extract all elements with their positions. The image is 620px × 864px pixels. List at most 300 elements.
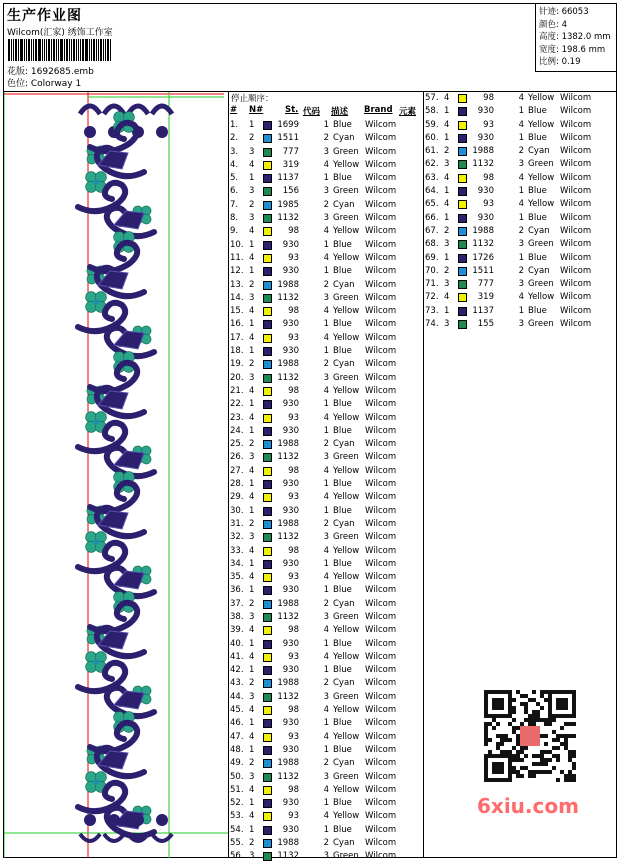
color-code: 1	[323, 744, 329, 755]
color-description: Green	[333, 292, 359, 303]
needle-number: 2	[249, 279, 255, 290]
thread-brand: Wilcom	[365, 492, 397, 503]
needle-number: 4	[249, 159, 255, 170]
needle-number: 4	[249, 545, 255, 556]
color-description: Blue	[528, 252, 547, 263]
stop-number: 1.	[230, 120, 239, 130]
stitch-count-cell: 93	[288, 572, 299, 583]
color-description: Blue	[333, 558, 352, 569]
needle-number: 3	[249, 186, 255, 197]
color-swatch	[263, 812, 272, 821]
table-row	[229, 305, 424, 318]
needle-number: 3	[444, 319, 450, 330]
stop-number: 64.	[425, 186, 439, 197]
thread-brand: Wilcom	[365, 306, 397, 317]
color-description: Green	[333, 372, 359, 383]
stop-number: 8.	[230, 213, 239, 224]
stitch-count-cell: 93	[288, 252, 299, 263]
stitch-count-cell: 98	[288, 705, 299, 716]
table-row	[424, 318, 619, 331]
stop-number: 62.	[425, 159, 439, 170]
stitch-count-cell: 98	[483, 93, 494, 103]
stitch-count-cell: 930	[282, 319, 299, 330]
color-swatch	[263, 440, 272, 449]
thread-brand: Wilcom	[365, 651, 397, 662]
thread-brand: Wilcom	[365, 465, 397, 476]
color-code: 4	[323, 412, 329, 423]
table-row	[229, 624, 424, 637]
table-row	[229, 810, 424, 823]
color-code: 1	[323, 266, 329, 277]
color-code: 1	[323, 346, 329, 357]
stop-number: 35.	[230, 572, 244, 583]
needle-number: 1	[249, 173, 255, 184]
color-swatch	[263, 467, 272, 476]
needle-number: 1	[249, 798, 255, 809]
color-swatch	[263, 227, 272, 236]
table-row	[229, 265, 424, 278]
thread-brand: Wilcom	[365, 532, 397, 543]
color-code: 3	[323, 691, 329, 702]
stitch-count: 针迹: 66053	[539, 7, 589, 17]
stop-number: 67.	[425, 225, 439, 236]
color-swatch	[263, 507, 272, 516]
color-swatch	[263, 679, 272, 688]
stitch-count-cell: 1132	[277, 213, 299, 224]
table-row	[229, 385, 424, 398]
color-code: 1	[518, 252, 524, 263]
needle-number: 3	[249, 292, 255, 303]
stitch-count-cell: 1726	[472, 252, 494, 263]
color-code: 2	[323, 439, 329, 450]
header-needle: N#	[249, 105, 264, 115]
stop-number: 52.	[230, 798, 244, 809]
color-swatch	[263, 493, 272, 502]
thread-brand: Wilcom	[365, 252, 397, 263]
stop-number: 57.	[425, 93, 439, 103]
table-row	[229, 491, 424, 504]
color-code: 4	[518, 93, 524, 103]
thread-brand: Wilcom	[560, 199, 592, 210]
color-description: Green	[528, 239, 554, 250]
worksheet-header	[4, 4, 616, 92]
stitch-count-cell: 930	[282, 798, 299, 809]
color-description: Cyan	[528, 265, 550, 276]
color-description: Green	[333, 771, 359, 782]
color-description: Yellow	[333, 784, 360, 795]
stop-number: 50.	[230, 771, 244, 782]
needle-number: 3	[249, 146, 255, 157]
color-swatch	[263, 839, 272, 848]
table-row	[229, 292, 424, 305]
color-description: Blue	[528, 212, 547, 223]
color-code: 4	[323, 332, 329, 343]
color-code: 1	[323, 718, 329, 729]
color-description: Cyan	[333, 598, 355, 609]
color-swatch	[263, 586, 272, 595]
color-code: 1	[323, 319, 329, 330]
header-brand: Brand	[364, 105, 393, 115]
stitch-count-cell: 930	[282, 425, 299, 436]
thread-brand: Wilcom	[365, 279, 397, 290]
needle-number: 4	[444, 172, 450, 183]
table-row	[229, 478, 424, 491]
color-description: Green	[528, 159, 554, 170]
color-description: Cyan	[528, 225, 550, 236]
thread-brand: Wilcom	[365, 838, 397, 849]
stitch-count-cell: 1988	[472, 225, 494, 236]
needle-number: 4	[249, 784, 255, 795]
color-description: Green	[333, 213, 359, 224]
needle-number: 2	[249, 133, 255, 144]
stitch-count-cell: 930	[282, 266, 299, 277]
needle-number: 2	[444, 225, 450, 236]
color-description: Blue	[333, 798, 352, 809]
color-description: Yellow	[333, 226, 360, 237]
color-code: 4	[323, 492, 329, 503]
stitch-count-cell: 1132	[472, 159, 494, 170]
stop-number: 43.	[230, 678, 244, 689]
table-row	[229, 824, 424, 837]
stitch-count-cell: 1699	[277, 120, 299, 130]
needle-number: 3	[249, 372, 255, 383]
color-swatch	[263, 640, 272, 649]
color-description: Blue	[333, 718, 352, 729]
stop-number: 36.	[230, 585, 244, 596]
stop-rows-right	[424, 92, 619, 331]
needle-number: 1	[444, 212, 450, 223]
stitch-count-cell: 98	[288, 385, 299, 396]
stop-number: 33.	[230, 545, 244, 556]
table-row	[424, 265, 619, 278]
barcode-image	[8, 39, 128, 61]
color-description: Yellow	[333, 731, 360, 742]
stop-number: 39.	[230, 625, 244, 636]
design-preview	[4, 92, 229, 858]
color-code: 3	[323, 186, 329, 197]
color-swatch	[263, 626, 272, 635]
needle-number: 3	[249, 452, 255, 463]
stop-number: 23.	[230, 412, 244, 423]
needle-number: 3	[249, 771, 255, 782]
needle-number: 4	[444, 292, 450, 303]
stop-number: 45.	[230, 705, 244, 716]
color-swatch	[458, 307, 467, 316]
color-code: 4	[323, 385, 329, 396]
color-code: 1	[323, 585, 329, 596]
color-code: 2	[323, 678, 329, 689]
table-row	[424, 278, 619, 291]
color-swatch	[458, 280, 467, 289]
stitch-count-cell: 1132	[277, 611, 299, 622]
thread-brand: Wilcom	[365, 412, 397, 423]
needle-number: 1	[249, 505, 255, 516]
thread-brand: Wilcom	[365, 731, 397, 742]
needle-number: 4	[249, 385, 255, 396]
stop-number: 60.	[425, 132, 439, 143]
stitch-count-cell: 1985	[277, 199, 299, 210]
stop-number: 68.	[425, 239, 439, 250]
stitch-count-cell: 930	[477, 132, 494, 143]
table-header	[229, 105, 424, 117]
thread-brand: Wilcom	[560, 132, 592, 143]
color-description: Cyan	[333, 758, 355, 769]
color-code: 3	[323, 372, 329, 383]
table-row	[229, 132, 424, 145]
thread-brand: Wilcom	[365, 199, 397, 210]
color-code: 4	[323, 784, 329, 795]
table-row	[229, 638, 424, 651]
color-swatch	[263, 400, 272, 409]
stop-rows-left	[229, 119, 424, 864]
color-description: Yellow	[528, 119, 555, 130]
color-description: Blue	[528, 132, 547, 143]
stop-number: 46.	[230, 718, 244, 729]
color-code: 2	[323, 133, 329, 144]
thread-brand: Wilcom	[365, 824, 397, 835]
table-row	[229, 545, 424, 558]
stop-number: 22.	[230, 399, 244, 410]
needle-number: 1	[444, 132, 450, 143]
thread-brand: Wilcom	[365, 226, 397, 237]
color-description: Green	[528, 279, 554, 290]
needle-number: 1	[249, 266, 255, 277]
table-row	[229, 731, 424, 744]
needle-number: 3	[444, 239, 450, 250]
stop-number: 11.	[230, 252, 244, 263]
stitch-count-cell: 930	[282, 239, 299, 250]
stitch-count-cell: 930	[282, 505, 299, 516]
color-swatch	[263, 746, 272, 755]
thread-brand: Wilcom	[365, 665, 397, 676]
stitch-count-cell: 1988	[277, 838, 299, 849]
needle-number: 4	[249, 226, 255, 237]
stop-number: 32.	[230, 532, 244, 543]
table-row	[229, 558, 424, 571]
table-row	[229, 717, 424, 730]
stitch-count-cell: 1132	[277, 372, 299, 383]
color-swatch	[263, 241, 272, 250]
stop-number: 4.	[230, 159, 239, 170]
stitch-count-cell: 930	[282, 479, 299, 490]
stitch-count-cell: 930	[282, 399, 299, 410]
stitch-count-cell: 1132	[277, 452, 299, 463]
thread-brand: Wilcom	[365, 239, 397, 250]
color-description: Blue	[333, 479, 352, 490]
color-swatch	[263, 187, 272, 196]
table-row	[229, 850, 424, 863]
needle-number: 1	[249, 744, 255, 755]
stitch-count-cell: 777	[477, 279, 494, 290]
stop-number: 61.	[425, 146, 439, 157]
stop-number: 53.	[230, 811, 244, 822]
colorway-label: 色位: Colorway 1	[7, 79, 82, 89]
stop-number: 69.	[425, 252, 439, 263]
color-swatch	[263, 773, 272, 782]
thread-brand: Wilcom	[365, 798, 397, 809]
thread-brand: Wilcom	[365, 638, 397, 649]
color-code: 4	[323, 306, 329, 317]
thread-brand: Wilcom	[365, 585, 397, 596]
color-swatch	[458, 240, 467, 249]
stitch-count-cell: 1132	[277, 851, 299, 862]
stitch-count-cell: 93	[288, 731, 299, 742]
color-code: 2	[518, 265, 524, 276]
table-row	[424, 225, 619, 238]
color-description: Yellow	[333, 465, 360, 476]
stop-number: 28.	[230, 479, 244, 490]
needle-number: 2	[249, 439, 255, 450]
color-swatch	[263, 826, 272, 835]
table-row	[424, 92, 619, 105]
table-row	[229, 691, 424, 704]
color-swatch	[263, 480, 272, 489]
needle-number: 3	[444, 279, 450, 290]
table-row	[424, 212, 619, 225]
stop-number: 16.	[230, 319, 244, 330]
color-swatch	[263, 799, 272, 808]
stop-number: 37.	[230, 598, 244, 609]
needle-number: 4	[444, 119, 450, 130]
needle-number: 1	[249, 479, 255, 490]
thread-brand: Wilcom	[365, 439, 397, 450]
color-code: 2	[323, 598, 329, 609]
table-row	[229, 784, 424, 797]
color-swatch	[263, 267, 272, 276]
color-swatch	[263, 281, 272, 290]
needle-number: 1	[249, 718, 255, 729]
thread-brand: Wilcom	[560, 172, 592, 183]
table-row	[229, 771, 424, 784]
color-description: Green	[333, 186, 359, 197]
color-count: 颜色: 4	[539, 19, 567, 30]
thread-brand: Wilcom	[560, 119, 592, 130]
stitch-count-cell: 930	[282, 585, 299, 596]
color-swatch	[263, 852, 272, 861]
design-width: 宽度: 198.6 mm	[539, 44, 606, 55]
design-file-label: 花版: 1692685.emb	[7, 67, 94, 77]
needle-number: 2	[444, 265, 450, 276]
color-code: 2	[323, 758, 329, 769]
color-swatch	[263, 387, 272, 396]
needle-number: 1	[249, 346, 255, 357]
header-stitches: St.	[285, 105, 299, 115]
color-description: Yellow	[333, 705, 360, 716]
table-row	[229, 438, 424, 451]
thread-brand: Wilcom	[560, 292, 592, 303]
color-description: Blue	[333, 319, 352, 330]
color-swatch	[263, 573, 272, 582]
table-row	[424, 238, 619, 251]
thread-brand: Wilcom	[365, 173, 397, 184]
stitch-count-cell: 1988	[277, 678, 299, 689]
thread-brand: Wilcom	[365, 359, 397, 370]
needle-number: 1	[249, 399, 255, 410]
thread-brand: Wilcom	[365, 159, 397, 170]
color-description: Cyan	[333, 838, 355, 849]
design-height: 高度: 1382.0 mm	[539, 32, 611, 42]
color-code: 1	[323, 173, 329, 184]
table-row	[229, 398, 424, 411]
color-swatch	[458, 160, 467, 169]
thread-brand: Wilcom	[560, 319, 592, 330]
needle-number: 3	[249, 213, 255, 224]
thread-brand: Wilcom	[365, 545, 397, 556]
thread-brand: Wilcom	[365, 705, 397, 716]
color-description: Green	[333, 851, 359, 862]
needle-number: 2	[249, 518, 255, 529]
thread-brand: Wilcom	[365, 744, 397, 755]
stop-number: 6.	[230, 186, 239, 197]
color-code: 4	[323, 811, 329, 822]
table-row	[424, 145, 619, 158]
stop-sequence-title: 停止顺序：	[231, 94, 274, 104]
stitch-count-cell: 1137	[472, 305, 494, 316]
stitch-count-cell: 930	[282, 665, 299, 676]
stop-number: 49.	[230, 758, 244, 769]
color-swatch	[263, 201, 272, 210]
stop-number: 63.	[425, 172, 439, 183]
stitch-count-cell: 930	[282, 718, 299, 729]
stitch-count-cell: 98	[288, 545, 299, 556]
needle-number: 4	[249, 465, 255, 476]
stop-number: 40.	[230, 638, 244, 649]
needle-number: 1	[249, 120, 255, 130]
stitch-count-cell: 930	[282, 346, 299, 357]
color-swatch	[263, 214, 272, 223]
stitch-count-cell: 930	[282, 638, 299, 649]
stitch-count-cell: 98	[288, 306, 299, 317]
stitch-count-cell: 1132	[277, 691, 299, 702]
color-swatch	[458, 200, 467, 209]
needle-number: 3	[249, 851, 255, 862]
stop-number: 41.	[230, 651, 244, 662]
color-swatch	[263, 414, 272, 423]
color-code: 3	[518, 159, 524, 170]
table-row	[229, 704, 424, 717]
color-code: 4	[323, 625, 329, 636]
color-description: Yellow	[333, 252, 360, 263]
needle-number: 4	[249, 306, 255, 317]
color-code: 1	[518, 132, 524, 143]
color-code: 4	[323, 159, 329, 170]
embroidery-preview-image	[4, 92, 229, 858]
table-row	[229, 412, 424, 425]
stitch-count-cell: 1988	[277, 518, 299, 529]
color-code: 3	[323, 146, 329, 157]
stitch-count-cell: 1511	[277, 133, 299, 144]
color-swatch	[263, 759, 272, 768]
thread-brand: Wilcom	[365, 572, 397, 583]
color-description: Green	[333, 146, 359, 157]
color-description: Yellow	[333, 332, 360, 343]
stitch-count-cell: 930	[282, 558, 299, 569]
color-code: 3	[323, 532, 329, 543]
stitch-count-cell: 1511	[472, 265, 494, 276]
color-swatch	[263, 613, 272, 622]
table-row	[229, 677, 424, 690]
stitch-count-cell: 1988	[277, 439, 299, 450]
stitch-count-cell: 1137	[277, 173, 299, 184]
color-code: 1	[323, 239, 329, 250]
color-description: Cyan	[333, 518, 355, 529]
color-code: 1	[323, 665, 329, 676]
color-code: 3	[323, 292, 329, 303]
table-row	[229, 598, 424, 611]
color-swatch	[263, 307, 272, 316]
needle-number: 2	[249, 758, 255, 769]
stitch-count-cell: 155	[477, 319, 494, 330]
